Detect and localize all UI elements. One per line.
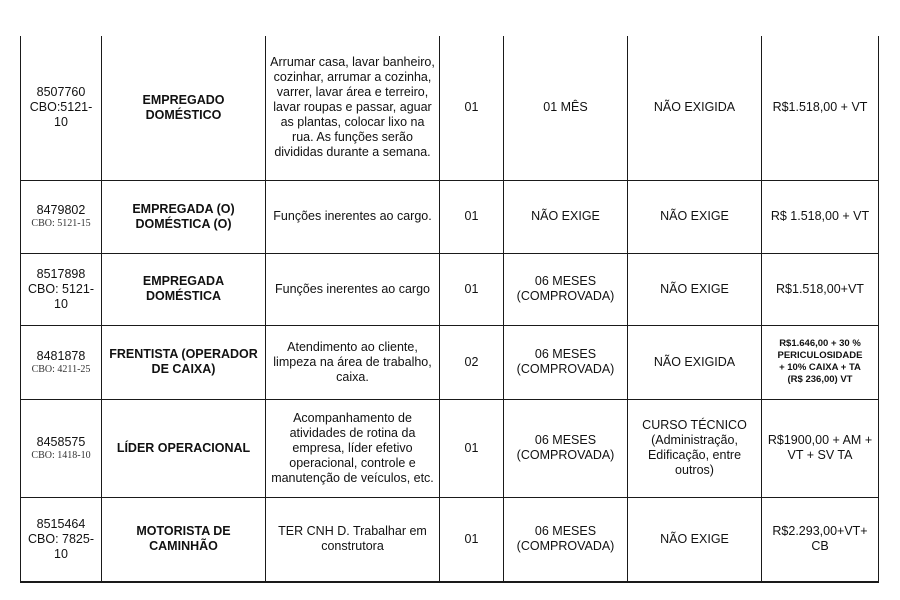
experience-requirement: 06 MESES (COMPROVADA) — [504, 497, 628, 582]
cbo-code: CBO: 1418-10 — [31, 449, 91, 461]
education-requirement: NÃO EXIGE — [628, 253, 762, 325]
salary-line: PERICULOSIDADE — [777, 350, 863, 361]
salary: R$1.518,00 + VT — [762, 36, 879, 180]
job-title: LÍDER OPERACIONAL — [102, 399, 266, 497]
job-vacancies-table — [20, 36, 879, 583]
cbo-code: CBO: 5121-10 — [27, 281, 94, 311]
education-requirement: NÃO EXIGE — [628, 180, 762, 253]
experience-requirement: 01 MÊS — [504, 36, 628, 180]
cbo-code: CBO:5121-10 — [29, 100, 93, 130]
vacancies-count: 01 — [440, 399, 504, 497]
job-code: 8458575 — [36, 434, 86, 449]
job-description: Funções inerentes ao cargo — [266, 253, 440, 325]
job-title: EMPREGADA DOMÉSTICA — [102, 253, 266, 325]
job-code-cell — [21, 399, 102, 497]
experience-requirement: 06 MESES (COMPROVADA) — [504, 325, 628, 399]
salary: R$ 1.518,00 + VT — [762, 180, 879, 253]
job-code-cell — [21, 497, 102, 582]
education-requirement: CURSO TÉCNICO (Administração, Edificação, entre outros) — [628, 399, 762, 497]
table-row — [21, 399, 879, 497]
job-code-cell — [21, 36, 102, 180]
job-description: Arrumar casa, lavar banheiro, cozinhar, arrumar a cozinha, varrer, lavar área e terreiro, lavar roupas e passar, aguar as plantas, colocar lixo na rua. As funções serão divididas durante a semana. — [266, 36, 440, 180]
education-requirement: NÃO EXIGE — [628, 497, 762, 582]
job-description: Atendimento ao cliente, limpeza na área de trabalho, caixa. — [266, 325, 440, 399]
table-row — [21, 180, 879, 253]
job-code-cell — [21, 253, 102, 325]
job-title: FRENTISTA (OPERADOR DE CAIXA) — [102, 325, 266, 399]
job-code: 8507760 — [36, 85, 86, 100]
salary-line: R$1.646,00 + 30 % — [779, 338, 861, 349]
salary: R$2.293,00+VT+ CB — [762, 497, 879, 582]
table-row — [21, 325, 879, 399]
job-code-cell — [21, 180, 102, 253]
job-code-cell — [21, 325, 102, 399]
education-requirement: NÃO EXIGIDA — [628, 325, 762, 399]
table-row — [21, 36, 879, 180]
salary: R$1900,00 + AM + VT + SV TA — [762, 399, 879, 497]
salary-line: (R$ 236,00) VT — [787, 374, 853, 385]
job-title: MOTORISTA DE CAMINHÃO — [102, 497, 266, 582]
salary: R$1.518,00+VT — [762, 253, 879, 325]
table-row — [21, 253, 879, 325]
experience-requirement: 06 MESES (COMPROVADA) — [504, 253, 628, 325]
cbo-code: CBO: 4211-25 — [31, 363, 91, 375]
job-code: 8481878 — [36, 348, 86, 363]
vacancies-count: 02 — [440, 325, 504, 399]
job-description: TER CNH D. Trabalhar em construtora — [266, 497, 440, 582]
vacancies-count: 01 — [440, 36, 504, 180]
job-description: Funções inerentes ao cargo. — [266, 180, 440, 253]
job-code: 8479802 — [36, 203, 86, 217]
education-requirement: NÃO EXIGIDA — [628, 36, 762, 180]
table-row — [21, 497, 879, 582]
experience-requirement: 06 MESES (COMPROVADA) — [504, 399, 628, 497]
vacancies-count: 01 — [440, 180, 504, 253]
job-code: 8515464 — [36, 516, 86, 531]
vacancies-count: 01 — [440, 497, 504, 582]
experience-requirement: NÃO EXIGE — [504, 180, 628, 253]
job-description: Acompanhamento de atividades de rotina da empresa, líder efetivo operacional, controle e manutenção de veículos, etc. — [266, 399, 440, 497]
job-title: EMPREGADO DOMÉSTICO — [102, 36, 266, 180]
cbo-code: CBO: 5121-15 — [31, 218, 91, 229]
salary — [762, 325, 879, 399]
job-title: EMPREGADA (O) DOMÉSTICA (O) — [102, 180, 266, 253]
salary-line: + 10% CAIXA + TA — [779, 362, 861, 373]
cbo-code: CBO: 7825-10 — [27, 531, 94, 561]
vacancies-count: 01 — [440, 253, 504, 325]
job-code: 8517898 — [36, 266, 86, 281]
